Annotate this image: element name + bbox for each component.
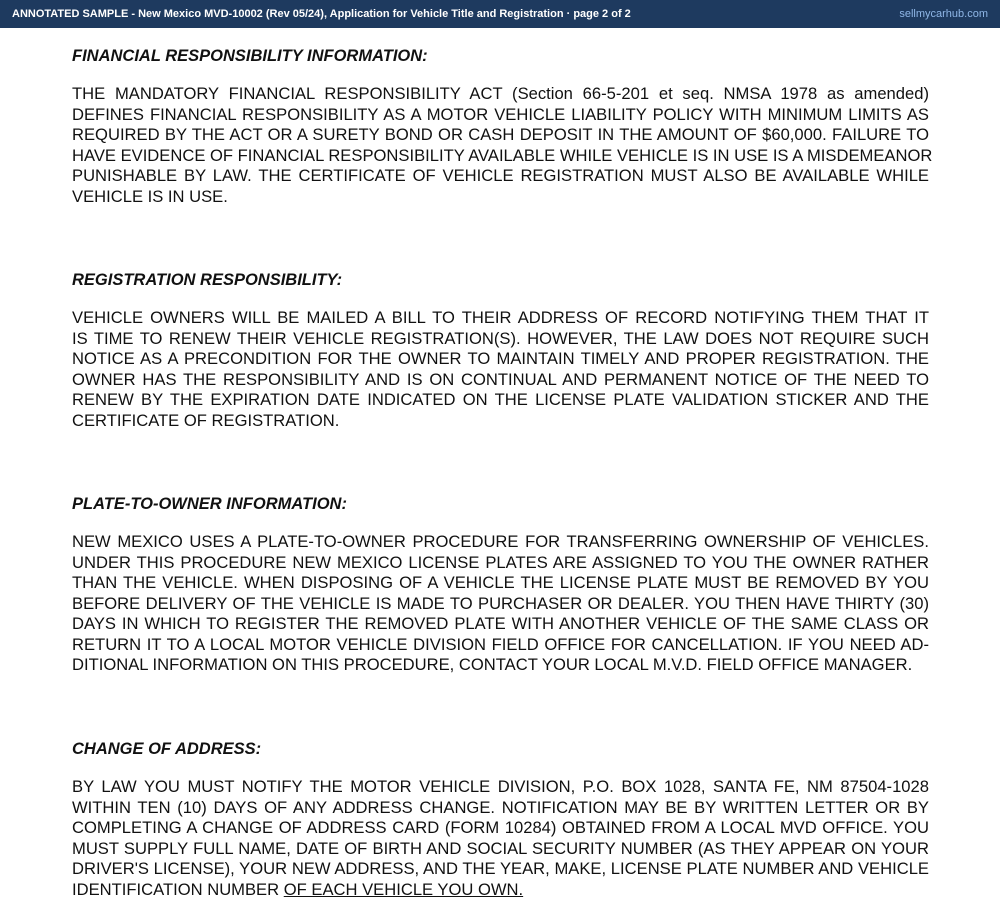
section-heading: PLATE-TO-OWNER INFORMATION: <box>72 495 347 513</box>
paragraph-line: OWNER HAS THE RESPONSIBILITY AND IS ON CONTINUAL AND PERMANENT NOTICE OF THE NEED TO <box>72 369 929 389</box>
paragraph-line: THE MANDATORY FINANCIAL RESPONSIBILITY ACT (Section 66-5-201 et seq. NMSA 1978 as amended) <box>72 84 929 103</box>
paragraph-line: BEFORE DELIVERY OF THE VEHICLE IS MADE TO PURCHASER OR DEALER. YOU THEN HAVE THIRTY (30) <box>72 593 929 613</box>
section-change-of-address <box>72 739 929 900</box>
paragraph-line: REQUIRED BY THE ACT OR A SURETY BOND OR CASH DEPOSIT IN THE AMOUNT OF $60,000. FAILURE TO <box>72 125 929 144</box>
site-name: sellmycarhub.com <box>899 8 988 20</box>
paragraph-line: UNDER THIS PROCEDURE NEW MEXICO LICENSE PLATES ARE ASSIGNED TO YOU THE OWNER RATHER <box>72 552 929 572</box>
underlined-text: OF EACH VEHICLE YOU OWN. <box>283 879 524 899</box>
section-heading: REGISTRATION RESPONSIBILITY: <box>72 271 343 289</box>
section-paragraph <box>72 532 929 676</box>
section-registration-responsibility <box>72 270 929 431</box>
section-paragraph <box>72 777 929 900</box>
paragraph-line: RENEW BY THE EXPIRATION DATE INDICATED ON THE LICENSE PLATE VALIDATION STICKER AND THE <box>72 390 929 409</box>
document-header-bar <box>0 0 1000 28</box>
section-heading: FINANCIAL RESPONSIBILITY INFORMATION: <box>72 47 428 65</box>
section-financial-responsibility <box>72 46 933 207</box>
paragraph-line: DRIVER'S LICENSE), YOUR NEW ADDRESS, AND THE YEAR, MAKE, LICENSE PLATE NUMBER AND VEHICLE <box>72 859 929 878</box>
paragraph-line: IS TIME TO RENEW THEIR VEHICLE REGISTRATION(S). HOWEVER, THE LAW DOES NOT REQUIRE SUCH <box>72 328 929 348</box>
document-title: ANNOTATED SAMPLE - New Mexico MVD-10002 (Rev 05/24), Application for Vehicle Title and Registration · page 2 of 2 <box>12 8 631 20</box>
paragraph-line: VEHICLE OWNERS WILL BE MAILED A BILL TO THEIR ADDRESS OF RECORD NOTIFYING THEM THAT IT <box>72 308 929 327</box>
section-paragraph <box>72 308 929 431</box>
paragraph-line: THAN THE VEHICLE. WHEN DISPOSING OF A VEHICLE THE LICENSE PLATE MUST BE REMOVED BY YOU <box>72 573 929 592</box>
paragraph-line: NEW MEXICO USES A PLATE-TO-OWNER PROCEDURE FOR TRANSFERRING OWNERSHIP OF VEHICLES. <box>72 532 929 551</box>
section-plate-to-owner <box>72 494 929 676</box>
paragraph-line: VEHICLE IS IN USE. <box>72 186 228 206</box>
paragraph-line: NOTICE AS A PRECONDITION FOR THE OWNER TO MAINTAIN TIMELY AND PROPER REGISTRATION. THE <box>72 349 929 368</box>
paragraph-line: WITHIN TEN (10) DAYS OF ANY ADDRESS CHANGE. NOTIFICATION MAY BE BY WRITTEN LETTER OR BY <box>72 797 929 817</box>
paragraph-line: BY LAW YOU MUST NOTIFY THE MOTOR VEHICLE DIVISION, P.O. BOX 1028, SANTA FE, NM 87504-1028 <box>72 777 929 796</box>
paragraph-line: DEFINES FINANCIAL RESPONSIBILITY AS A MOTOR VEHICLE LIABILITY POLICY WITH MINIMUM LIMITS AS <box>72 104 929 124</box>
paragraph-line: RETURN IT TO A LOCAL MOTOR VEHICLE DIVISION FIELD OFFICE FOR CANCELLATION. IF YOU NEED AD- <box>72 634 929 654</box>
paragraph-line: DITIONAL INFORMATION ON THIS PROCEDURE, CONTACT YOUR LOCAL M.V.D. FIELD OFFICE MANAGER. <box>72 655 913 674</box>
paragraph-line: COMPLETING A CHANGE OF ADDRESS CARD (FORM 10284) OBTAINED FROM A LOCAL MVD OFFICE. YOU <box>72 818 929 837</box>
section-paragraph <box>72 84 933 207</box>
paragraph-line: MUST SUPPLY FULL NAME, DATE OF BIRTH AND SOCIAL SECURITY NUMBER (AS THEY APPEAR ON YOUR <box>72 838 929 858</box>
paragraph-line: DAYS IN WHICH TO REGISTER THE REMOVED PLATE WITH ANOTHER VEHICLE OF THE SAME CLASS OR <box>72 614 929 633</box>
paragraph-line: HAVE EVIDENCE OF FINANCIAL RESPONSIBILITY AVAILABLE WHILE VEHICLE IS IN USE IS A MISDEMEANOR <box>72 145 933 165</box>
section-heading: CHANGE OF ADDRESS: <box>72 740 262 758</box>
paragraph-line: CERTIFICATE OF REGISTRATION. <box>72 410 340 430</box>
line-text: IDENTIFICATION NUMBER <box>72 879 284 899</box>
paragraph-line <box>72 880 929 901</box>
paragraph-line: PUNISHABLE BY LAW. THE CERTIFICATE OF VEHICLE REGISTRATION MUST ALSO BE AVAILABLE WHILE <box>72 166 929 185</box>
